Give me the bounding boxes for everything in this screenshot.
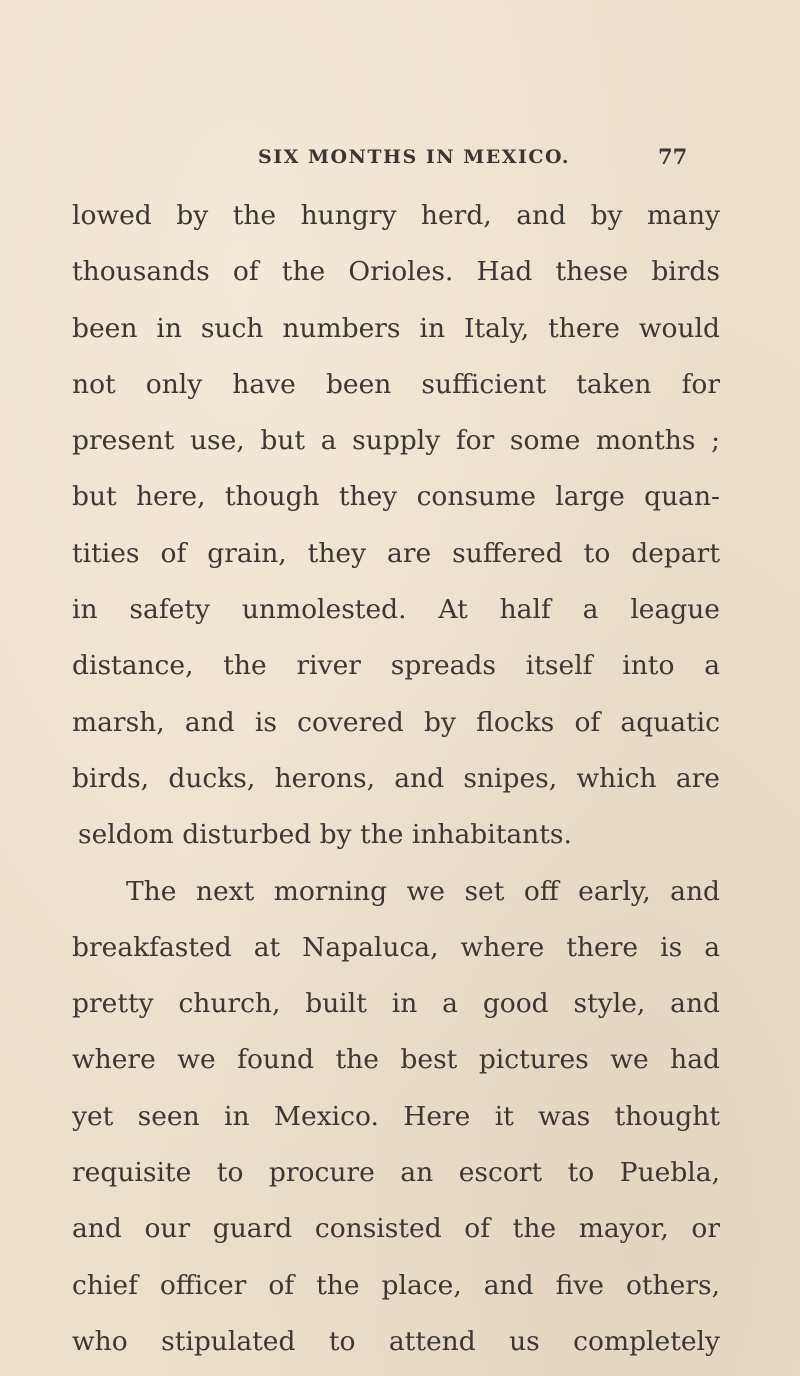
text-line: birds, ducks, herons, and snipes, which are [72,762,720,794]
running-title: SIX MONTHS IN MEXICO. [258,146,571,168]
page-number: 77 [658,144,688,169]
text-line: requisite to procure an escort to Puebla, [72,1157,720,1189]
text-line: distance, the river spreads itself into a [72,650,720,682]
text-line: not only have been sufficient taken for [72,368,720,400]
text-line: been in such numbers in Italy, there would [72,312,720,344]
text-line: chief officer of the place, and five others, [72,1269,720,1301]
text-line: thousands of the Orioles. Had these birds [72,256,720,288]
text-line: seldom disturbed by the inhabitants. [78,819,572,851]
text-line: pretty church, built in a good style, and [72,988,720,1020]
text-line: The next morning we set off early, and [126,875,720,907]
text-line: lowed by the hungry herd, and by many [72,200,720,231]
text-line: in safety unmolested. At half a league [72,594,720,626]
text-line: and our guard consisted of the mayor, or [72,1213,720,1245]
page-header [0,134,800,174]
text-line: breakfasted at Napaluca, where there is a [72,931,720,963]
text-line: marsh, and is covered by flocks of aquatic [72,706,720,738]
body-text [72,188,720,1370]
text-line: where we found the best pictures we had [72,1044,720,1076]
text-line: yet seen in Mexico. Here it was thought [72,1100,720,1132]
text-line: but here, though they consume large quan- [72,481,720,513]
text-line: who stipulated to attend us completely [72,1325,720,1357]
text-line: present use, but a supply for some months ; [72,425,720,457]
text-line: tities of grain, they are suffered to depart [72,537,720,569]
